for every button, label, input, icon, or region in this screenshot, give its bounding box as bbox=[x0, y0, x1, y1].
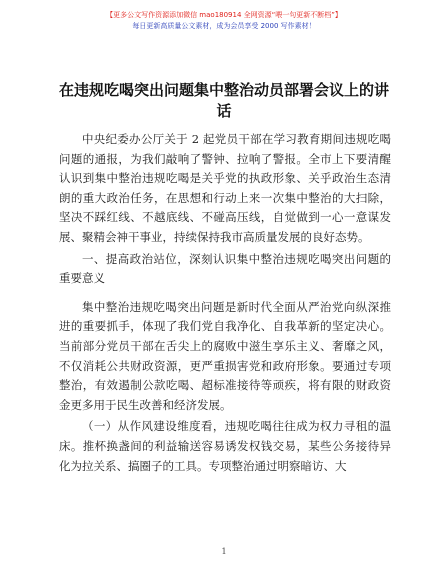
banner-line-1: 【更多公文写作资源添加微信 mao180914 全网资源“喂一句更新不断档”】 bbox=[106, 11, 342, 19]
paragraph-intro: 中央纪委办公厅关于 2 起党员干部在学习教育期间违规吃喝问题的通报，为我们敲响了警钟、拉响了警报。全市上下要清醒认识到集中整治违规吃喝是关乎党的执政形象、关乎政治生态清朗的重大政治任务，在思想和行动上来一次集中整治的大扫除，坚决不踩红线、不越底线、不碰高压线，自觉做到一心一意谋发展、聚精会神干事业，持续保持我市高质量发展的良好态势。 bbox=[59, 132, 391, 244]
paragraph-subpoint-1: （一）从作风建设维度看，违规吃喝往往成为权力寻租的温床。推杯换盏间的利益输送容易诱发权钱交易，某些公务接待异化为拉关系、搞圈子的工具。专项整治通过明察暗访、大 bbox=[59, 419, 391, 473]
paragraph-significance: 集中整治违规吃喝突出问题是新时代全面从严治党向纵深推进的重要抓手，体现了我们党自我净化、自我革新的坚定决心。当前部分党员干部在舌尖上的腐败中滋生享乐主义、奢靡之风，不仅消耗公共财政资源，更严重损害党和政府形象。要通过专项整治，有效遏制公款吃喝、超标准接待等顽疾，将有限的财政资金更多用于民生改善和经济发展。 bbox=[59, 299, 391, 412]
page-number: 1 bbox=[221, 547, 227, 556]
banner-line-2: 每日更新高质量公文素材，成为会员享受 2000 写作素材！ bbox=[132, 22, 316, 30]
document-body bbox=[59, 130, 391, 478]
document-title: 在违规吃喝突出问题集中整治动员部署会议上的讲话 bbox=[58, 81, 389, 120]
promo-banner bbox=[0, 10, 448, 32]
section-heading: 一、提高政治站位，深刻认识集中整治违规吃喝突出问题的重要意义 bbox=[59, 251, 391, 286]
